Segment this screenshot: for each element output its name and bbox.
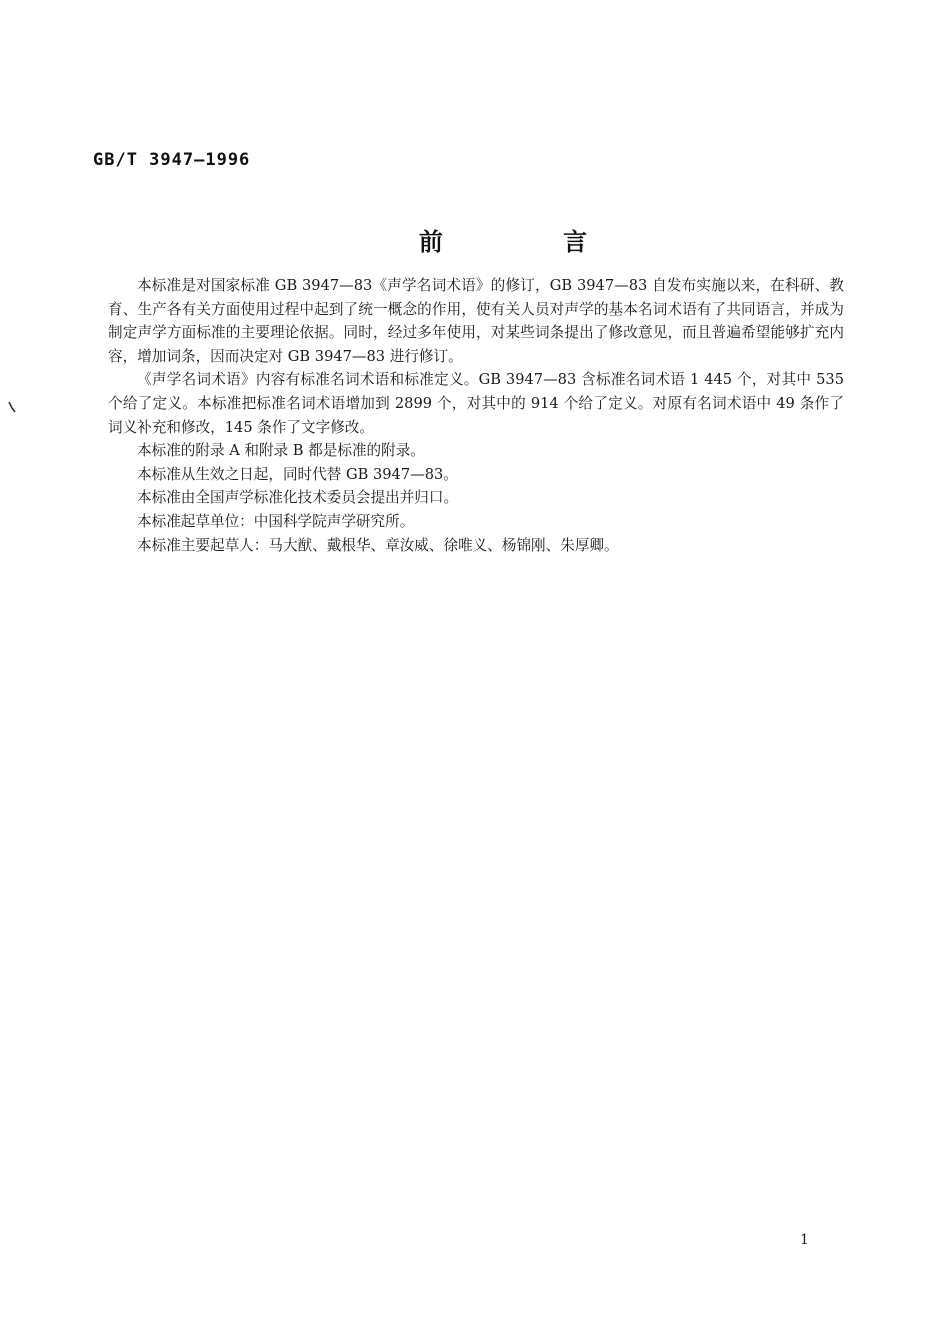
scan-artifact-mark xyxy=(7,400,17,416)
preface-title: 前 言 xyxy=(418,228,644,256)
page-number: 1 xyxy=(800,1232,809,1248)
paragraph: 本标准主要起草人：马大猷、戴根华、章汝威、徐唯义、杨锦刚、朱厚卿。 xyxy=(137,536,619,554)
preface-body xyxy=(108,274,844,557)
paragraph: 本标准是对国家标准 GB 3947—83《声学名词术语》的修订，GB 3947—83 自发布实施以来，在科研、教育、生产各有关方面使用过程中起到了统一概念的作用，使有关人员对声学的基本名词术语有了共同语言，并成为制定声学方面标准的主要理论依据。同时，经过多年使用，对某些词条提出了修改意见，而且普遍希望能够扩充内容，增加词条，因而决定对 GB 3947—83 进行修订。 xyxy=(108,277,844,365)
paragraph: 本标准的附录 A 和附录 B 都是标准的附录。 xyxy=(137,442,425,460)
paragraph: 《声学名词术语》内容有标准名词术语和标准定义。GB 3947—83 含标准名词术语 1 445 个，对其中 535 个给了定义。本标准把标准名词术语增加到 2899 个，对其中的 914 个给了定义。对原有名词术语中 49 条作了词义补充和修改，145 条作了文字修改。 xyxy=(108,371,844,436)
paragraph: 本标准由全国声学标准化技术委员会提出并归口。 xyxy=(137,489,459,507)
paragraph: 本标准起草单位：中国科学院声学研究所。 xyxy=(137,512,415,530)
standard-code: GB/T 3947—1996 xyxy=(93,150,251,170)
paragraph: 本标准从生效之日起，同时代替 GB 3947—83。 xyxy=(137,465,458,483)
